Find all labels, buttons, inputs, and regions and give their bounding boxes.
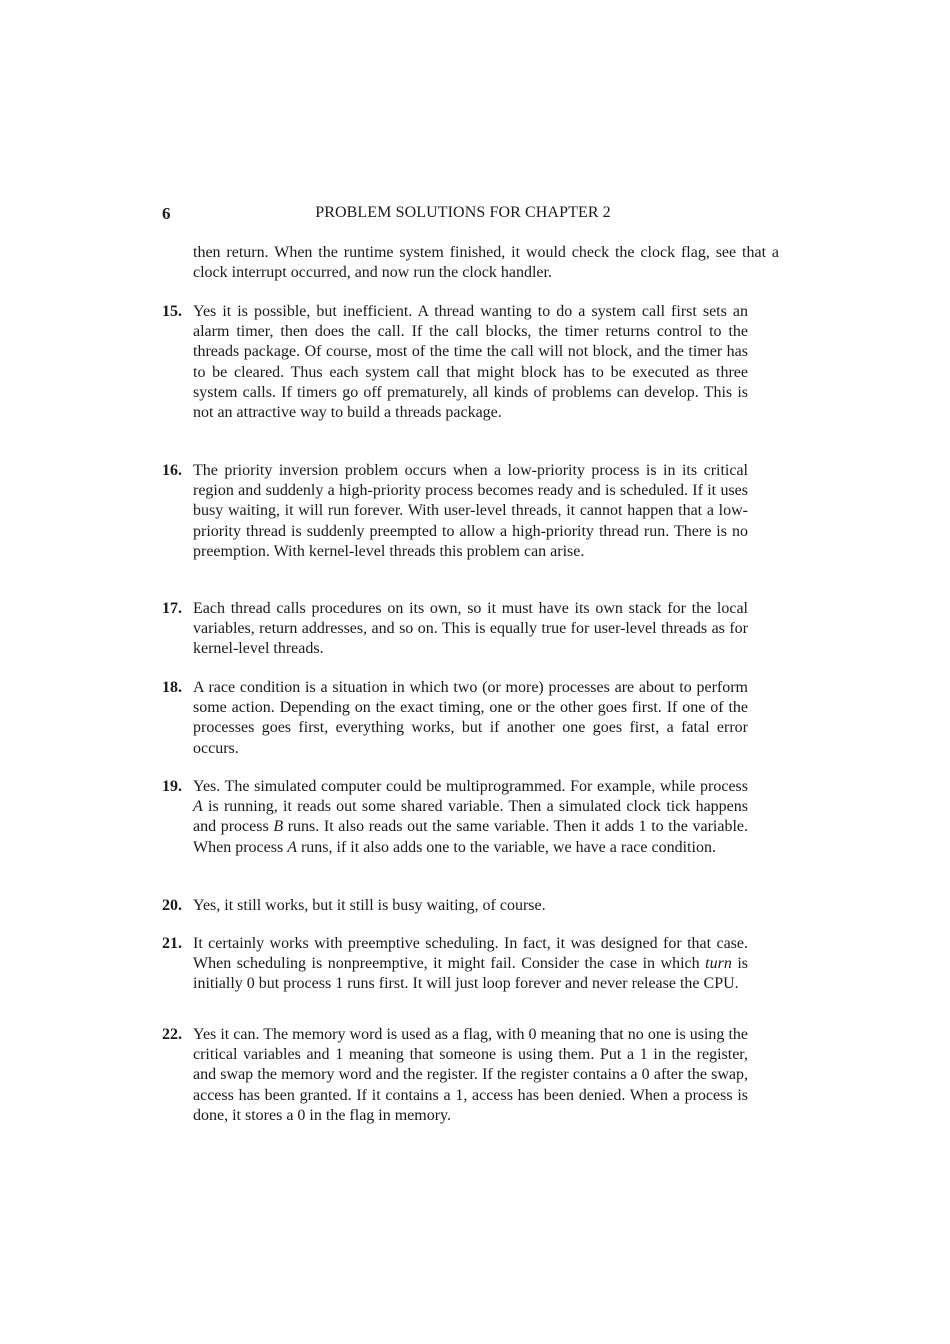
item-text: Yes. The simulated computer could be multiprogrammed. For example, while process A is running, it reads out some shared variable. Then a simulated clock tick happens and process B runs. It also reads out the same variable. Then it adds 1 to the variable. When process A runs, if it also adds one to the variable, we have a race condition.: [193, 778, 748, 856]
solution-20: [162, 896, 748, 916]
item-text: Yes, it still works, but it still is busy waiting, of course.: [193, 897, 546, 914]
item-text: Yes it can. The memory word is used as a flag, with 0 meaning that no one is using the critical variables and 1 meaning that someone is using them. Put a 1 in the register, and swap the memory word and the register. If the register contains a 0 after the swap, access has been granted. If it contains a 1, access has been denied. When a process is done, it stores a 0 in the flag in memory.: [193, 1026, 748, 1124]
item-text: Each thread calls procedures on its own, so it must have its own stack for the local variables, return addresses, and so on. This is equally true for user-level threads as for kernel-level threads.: [193, 600, 748, 658]
item-text: The priority inversion problem occurs when a low-priority process is in its critical region and suddenly a high-priority process becomes ready and is scheduled. If it uses busy waiting, it will run forever. With user-level threads, it cannot happen that a low-priority thread is suddenly preempted to allow a high-priority thread run. There is no preemption. With kernel-level threads this problem can arise.: [193, 462, 748, 560]
solution-17: [162, 599, 748, 660]
item-number: 22.: [162, 1026, 182, 1043]
item-number: 18.: [162, 679, 182, 696]
continuation-paragraph: then return. When the runtime system finished, it would check the clock flag, see that a clock interrupt occurred, and now run the clock handler.: [193, 244, 779, 282]
item-text: Yes it is possible, but inefficient. A thread wanting to do a system call first sets an alarm timer, then does the call. If the call blocks, the timer returns control to the threads package. Of course, most of the time the call will not block, and the timer has to be cleared. Thus each system call that might block has to be executed as three system calls. If timers go off prematurely, all kinds of problems can develop. This is not an attractive way to build a threads package.: [193, 303, 748, 422]
item-text: It certainly works with preemptive scheduling. In fact, it was designed for that case. When scheduling is nonpreemptive, it might fail. Consider the case in which turn is initially 0 but process 1 runs first. It will just loop forever and never release the CPU.: [193, 935, 749, 993]
running-head: PROBLEM SOLUTIONS FOR CHAPTER 2: [315, 204, 611, 221]
item-number: 17.: [162, 600, 182, 617]
process-b-var: B: [273, 818, 284, 836]
page-header: [162, 204, 748, 226]
item-number: 16.: [162, 462, 182, 479]
solution-22: [162, 1025, 748, 1126]
turn-var: turn: [705, 955, 732, 973]
solution-21: [162, 934, 748, 995]
item-number: 15.: [162, 303, 182, 320]
item-number: 20.: [162, 897, 182, 914]
solution-15: [162, 302, 748, 423]
page-number: 6: [162, 204, 171, 223]
solution-16: [162, 461, 748, 562]
process-a-var: A: [193, 798, 203, 816]
item-text: A race condition is a situation in which two (or more) processes are about to perform some action. Depending on the exact timing, one or the other goes first. If one of the processes goes first, everything works, but if another one goes first, a fatal error occurs.: [193, 679, 748, 757]
solution-19: [162, 777, 748, 858]
solution-18: [162, 678, 748, 759]
process-a-var: A: [287, 838, 297, 856]
item-number: 21.: [162, 935, 182, 952]
item-number: 19.: [162, 778, 182, 795]
